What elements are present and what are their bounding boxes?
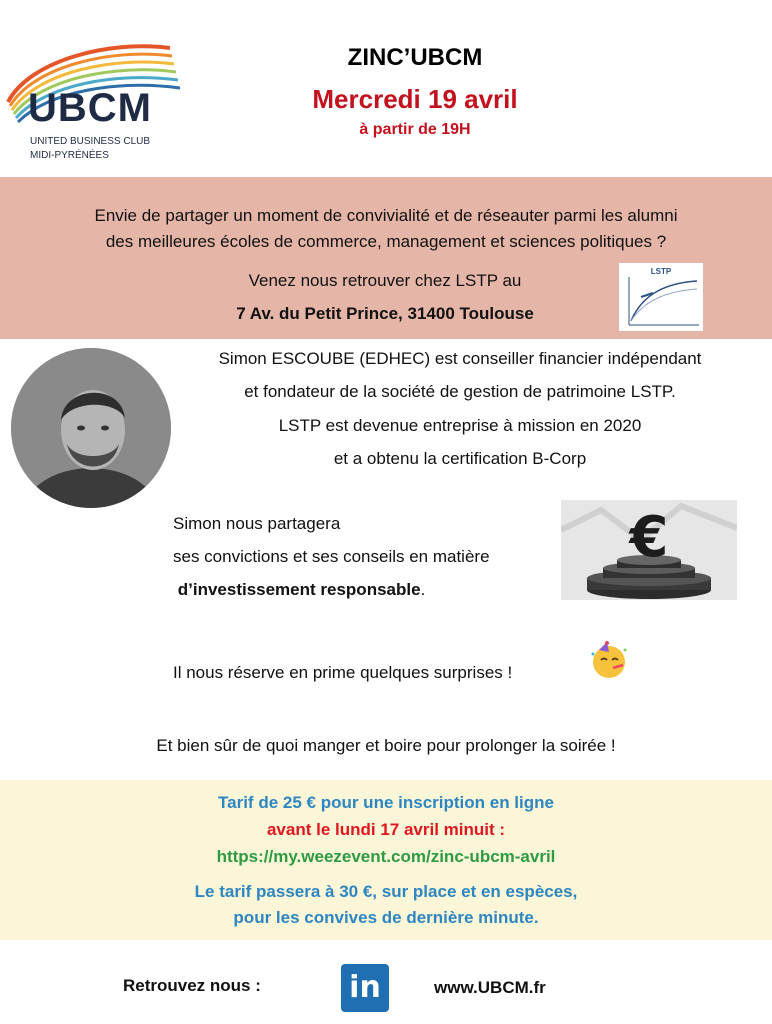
food-text: Et bien sûr de quoi manger et boire pour prolonger la soirée ! [156,736,616,755]
bio-line-2: et fondateur de la société de gestion de patrimoine LSTP. [244,382,676,401]
talk-line-3-end: . [420,580,426,599]
talk-line-3 [173,580,425,600]
registration-link[interactable]: https://my.weezevent.com/zinc-ubcm-avril [216,847,556,866]
pricing-onsite-note: pour les convives de dernière minute. [233,908,539,927]
lstp-logo [619,263,703,331]
venue-text: Venez nous retrouver chez LSTP au [248,271,522,290]
party-face-emoji-icon [589,640,629,680]
svg-text:€: € [629,505,669,570]
bio-line-3: LSTP est devenue entreprise à mission en 2020 [278,416,642,435]
pricing-deadline: avant le lundi 17 avril minuit : [266,820,506,839]
find-us-label: Retrouvez nous : [123,976,261,995]
venue-address: 7 Av. du Petit Prince, 31400 Toulouse [236,304,534,323]
euro-podium-image [561,500,737,600]
intro-line-2: des meilleures écoles de commerce, management et sciences politiques ? [105,232,667,251]
bio-line-4: et a obtenu la certification B-Corp [333,449,587,468]
event-time: à partir de 19H [359,121,471,138]
logo-subtitle-region: MIDI-PYRÉNÉES [30,150,109,161]
pricing-online: Tarif de 25 € pour une inscription en ligne [218,793,554,812]
talk-line-1: Simon nous partagera [173,514,341,533]
logo-subtitle: UNITED BUSINESS CLUB [30,136,151,147]
talk-line-2: ses convictions et ses conseils en matière [173,547,490,566]
logo-wordmark: UBCM [28,86,152,130]
bio-line-1: Simon ESCOUBE (EDHEC) est conseiller financier indépendant [218,349,702,368]
lstp-chart-icon [619,263,703,331]
event-title: ZINC’UBCM [347,44,483,71]
lstp-logo-text: LSTP [650,267,672,276]
surprise-text: Il nous réserve en prime quelques surprises ! [173,663,513,682]
intro-line-1: Envie de partager un moment de convivialité et de réseauter parmi les alumni [94,206,678,225]
event-date: Mercredi 19 avril [312,84,518,114]
pricing-onsite: Le tarif passera à 30 €, sur place et en espèces, [194,882,578,901]
website-link[interactable]: www.UBCM.fr [434,978,546,997]
talk-topic: d’investissement responsable [177,580,421,599]
linkedin-icon-text: in [349,970,381,1005]
speaker-photo [11,348,171,508]
